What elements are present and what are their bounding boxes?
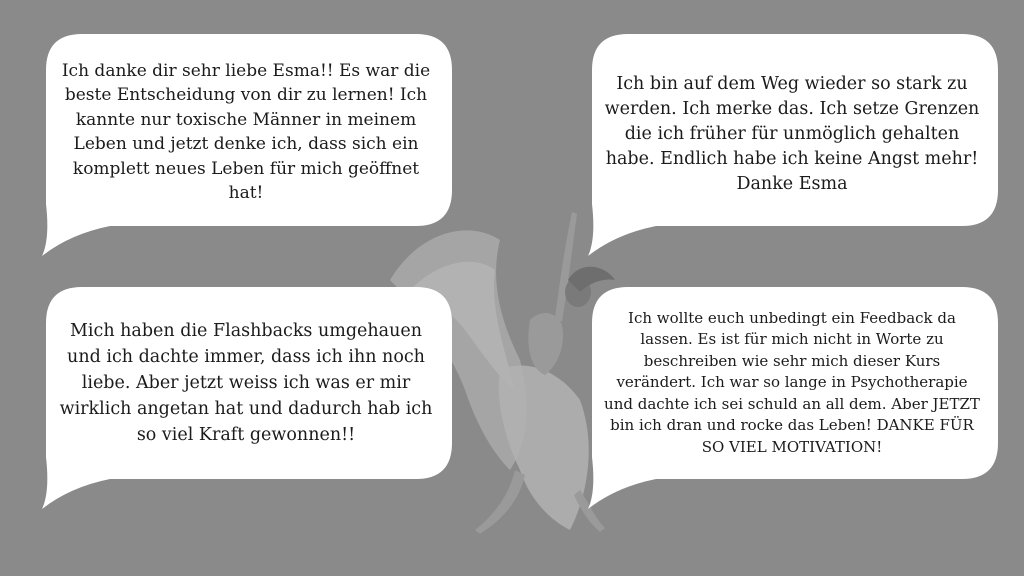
testimonial-bubble-3 — [40, 287, 452, 509]
testimonial-text: Ich wollte euch unbedingt ein Feedback da lassen. Es ist für mich nicht in Worte zu beschreiben wie sehr mich dieser Kurs verändert. Ich war so lange in Psychotherapie und dachte ich sei schuld an all dem. Aber JETZT bin ich dran und rocke das Leben! DANKE FÜR SO VIEL MOTIVATION! — [604, 308, 980, 456]
testimonial-bubble-4 — [586, 287, 998, 509]
testimonial-text: Ich bin auf dem Weg wieder so stark zu werden. Ich merke das. Ich setze Grenzen die ich früher für unmöglich gehalten habe. Endlich habe ich keine Angst mehr! Danke Esma — [604, 73, 980, 194]
testimonial-text: Ich danke dir sehr liebe Esma!! Es war die beste Entscheidung von dir zu lernen! Ich kannte nur toxische Männer in meinem Leben und jetzt denke ich, dass sich ein komplett neues Leben für mich geöffnet hat! — [61, 60, 431, 203]
testimonial-bubble-2 — [586, 34, 998, 256]
testimonial-bubble-1 — [40, 34, 452, 256]
testimonial-text: Mich haben die Flashbacks umgehauen und ich dachte immer, dass ich ihn noch liebe. Aber jetzt weiss ich was er mir wirklich angetan hat und dadurch hab ich so viel Kraft gewonnen!! — [59, 321, 433, 445]
